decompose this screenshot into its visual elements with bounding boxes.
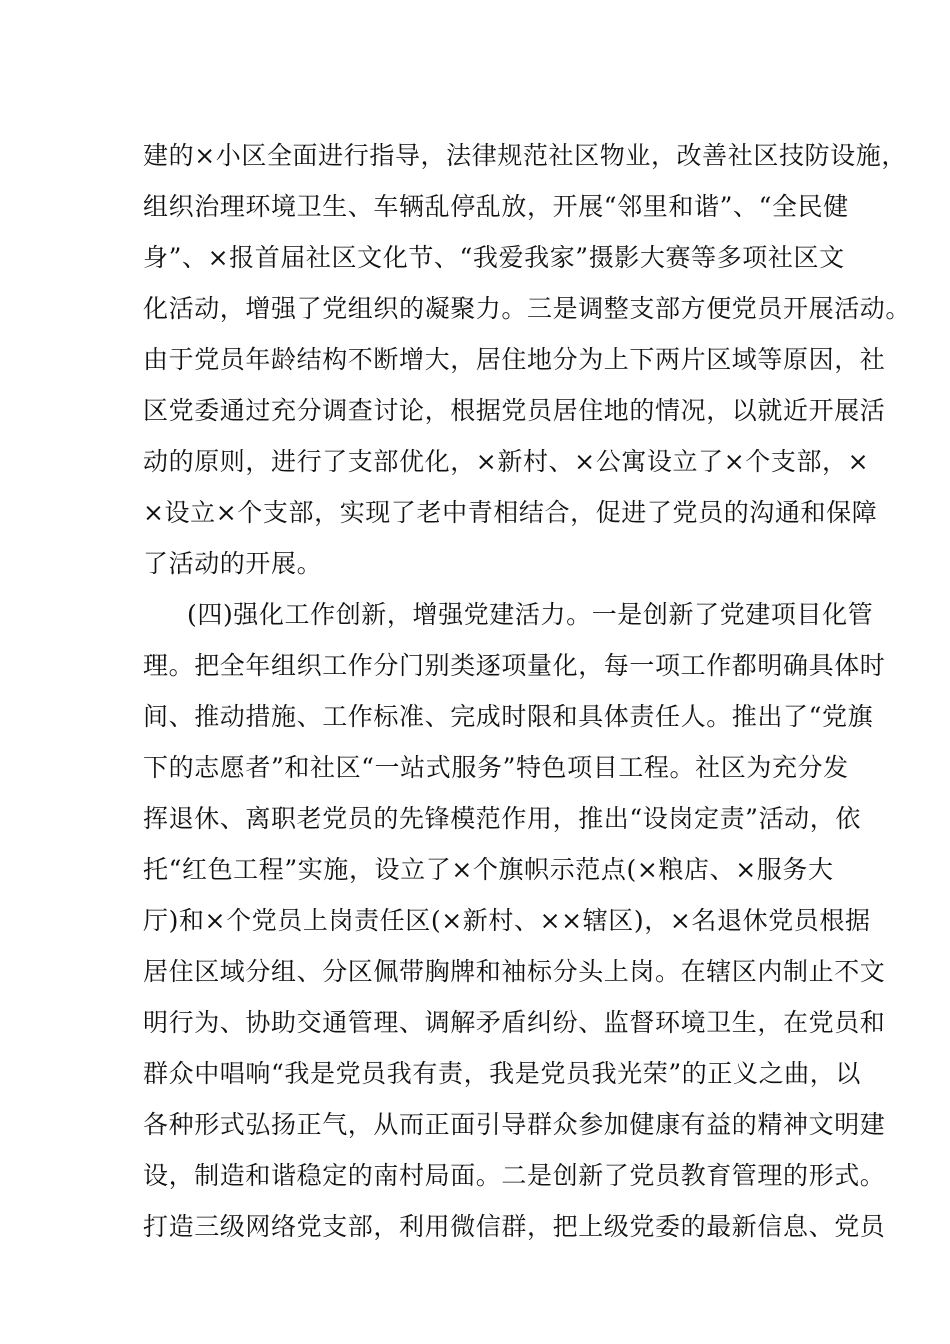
text-line: 动的原则，进行了支部优化，×新村、×公寓设立了×个支部，× xyxy=(143,447,870,476)
text-line: 居住区域分组、分区佩带胸牌和袖标分头上岗。在辖区内制止不文 xyxy=(143,957,886,986)
section-heading-line: (四)强化工作创新，增强党建活力。一是创新了党建项目化管 xyxy=(187,600,874,629)
text-line: 由于党员年龄结构不断增大，居住地分为上下两片区域等原因，社 xyxy=(143,345,886,374)
text-line: ×设立×个支部，实现了老中青相结合，促进了党员的沟通和保障 xyxy=(143,498,878,527)
text-line: 间、推动措施、工作标准、完成时限和具体责任人。推出了“党旗 xyxy=(143,702,874,731)
text-line: 挥退休、离职老党员的先锋模范作用，推出“设岗定责”活动，依 xyxy=(143,804,861,833)
text-line: 理。把全年组织工作分门别类逐项量化，每一项工作都明确具体时 xyxy=(143,651,886,680)
text-line: 建的×小区全面进行指导，法律规范社区物业，改善社区技防设施， xyxy=(143,141,907,170)
text-line: 下的志愿者”和社区“一站式服务”特色项目工程。社区为充分发 xyxy=(143,753,849,782)
text-line: 了活动的开展。 xyxy=(143,549,323,578)
text-line: 身”、×报首届社区文化节、“我爱我家”摄影大赛等多项社区文 xyxy=(143,243,845,272)
text-line: 群众中唱响“我是党员我有责，我是党员我光荣”的正义之曲，以 xyxy=(143,1059,861,1088)
text-line: 打造三级网络党支部，利用微信群，把上级党委的最新信息、党员 xyxy=(143,1212,886,1241)
text-line: 托“红色工程”实施，设立了×个旗帜示范点(×粮店、×服务大 xyxy=(143,855,834,884)
text-line: 明行为、协助交通管理、调解矛盾纠纷、监督环境卫生，在党员和 xyxy=(143,1008,886,1037)
text-line: 各种形式弘扬正气，从而正面引导群众参加健康有益的精神文明建 xyxy=(143,1110,886,1139)
text-line: 组织治理环境卫生、车辆乱停乱放，开展“邻里和谐”、“全民健 xyxy=(143,192,849,221)
text-line: 设，制造和谐稳定的南村局面。二是创新了党员教育管理的形式。 xyxy=(143,1161,886,1190)
text-line: 区党委通过充分调查讨论，根据党员居住地的情况，以就近开展活 xyxy=(143,396,886,425)
text-line: 化活动，增强了党组织的凝聚力。三是调整支部方便党员开展活动。 xyxy=(143,294,912,323)
text-line: 厅)和×个党员上岗责任区(×新村、××辖区)，×名退休党员根据 xyxy=(143,906,871,935)
body-text xyxy=(143,130,912,1252)
